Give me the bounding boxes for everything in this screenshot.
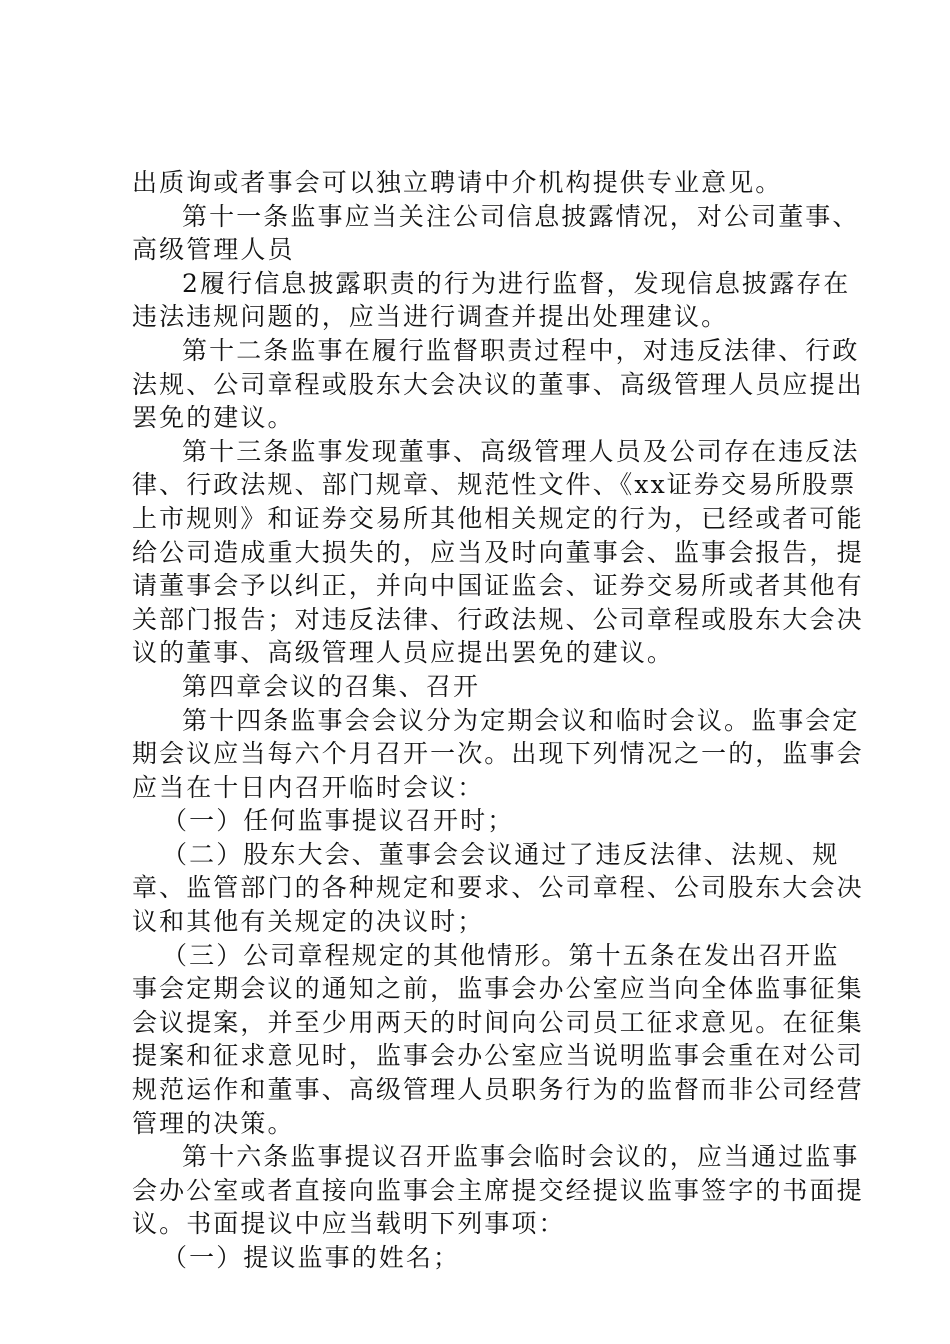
text-line: 会办公室或者直接向监事会主席提交经提议监事签字的书面提 [132, 1175, 864, 1205]
text-line: 律、行政法规、部门规章、规范性文件、《xx证券交易所股票 [132, 470, 857, 500]
text-line: 第十一条监事应当关注公司信息披露情况，对公司董事、 [182, 201, 860, 231]
list-item: （三）公司章程规定的其他情形。第十五条在发出召开监 [162, 940, 840, 970]
list-item: （二）股东大会、董事会会议通过了违反法律、法规、规 [162, 839, 840, 869]
text-line: 第十三条监事发现董事、高级管理人员及公司存在违反法 [182, 436, 860, 466]
text-line: 应当在十日内召开临时会议： [132, 772, 485, 802]
text-line: 事会定期会议的通知之前，监事会办公室应当向全体监事征集 [132, 974, 864, 1004]
text-line: 第十四条监事会会议分为定期会议和临时会议。监事会定 [182, 705, 860, 735]
text-line: 规范运作和董事、高级管理人员职务行为的监督而非公司经营 [132, 1075, 864, 1105]
text-line: 上市规则》和证券交易所其他相关规定的行为，已经或者可能 [132, 503, 864, 533]
text-line: 2履行信息披露职责的行为进行监督，发现信息披露存在 [182, 268, 851, 298]
text-line: 议。书面提议中应当载明下列事项： [132, 1209, 566, 1239]
text-line: 罢免的建议。 [132, 403, 295, 433]
list-item: （一）任何监事提议召开时； [162, 806, 515, 836]
text-line: 管理的决策。 [132, 1108, 295, 1138]
text-line: 违法违规问题的，应当进行调查并提出处理建议。 [132, 302, 729, 332]
text-line: 议的董事、高级管理人员应提出罢免的建议。 [132, 638, 675, 668]
text-line: 章、监管部门的各种规定和要求、公司章程、公司股东大会决 [132, 873, 864, 903]
text-line: 出质询或者事会可以独立聘请中介机构提供专业意见。 [132, 168, 783, 197]
text-line: 请董事会予以纠正，并向中国证监会、证券交易所或者其他有 [132, 571, 864, 601]
text-line: 第十二条监事在履行监督职责过程中，对违反法律、行政 [182, 335, 860, 365]
text-line: 议和其他有关规定的决议时； [132, 907, 485, 937]
text-line: 会议提案，并至少用两天的时间向公司员工征求意见。在征集 [132, 1007, 864, 1037]
text-line: 提案和征求意见时，监事会办公室应当说明监事会重在对公司 [132, 1041, 864, 1071]
text-line: 法规、公司章程或股东大会决议的董事、高级管理人员应提出 [132, 369, 864, 399]
text-line: 关部门报告；对违反法律、行政法规、公司章程或股东大会决 [132, 604, 864, 634]
chapter-heading: 第四章会议的召集、召开 [182, 671, 481, 701]
document-body [132, 166, 864, 1275]
list-item: （一）提议监事的姓名； [162, 1243, 461, 1272]
text-line: 第十六条监事提议召开监事会临时会议的，应当通过监事 [182, 1142, 860, 1172]
text-line: 给公司造成重大损失的，应当及时向董事会、监事会报告，提 [132, 537, 864, 567]
text-line: 高级管理人员 [132, 235, 295, 265]
text-line: 期会议应当每六个月召开一次。出现下列情况之一的，监事会 [132, 739, 864, 769]
